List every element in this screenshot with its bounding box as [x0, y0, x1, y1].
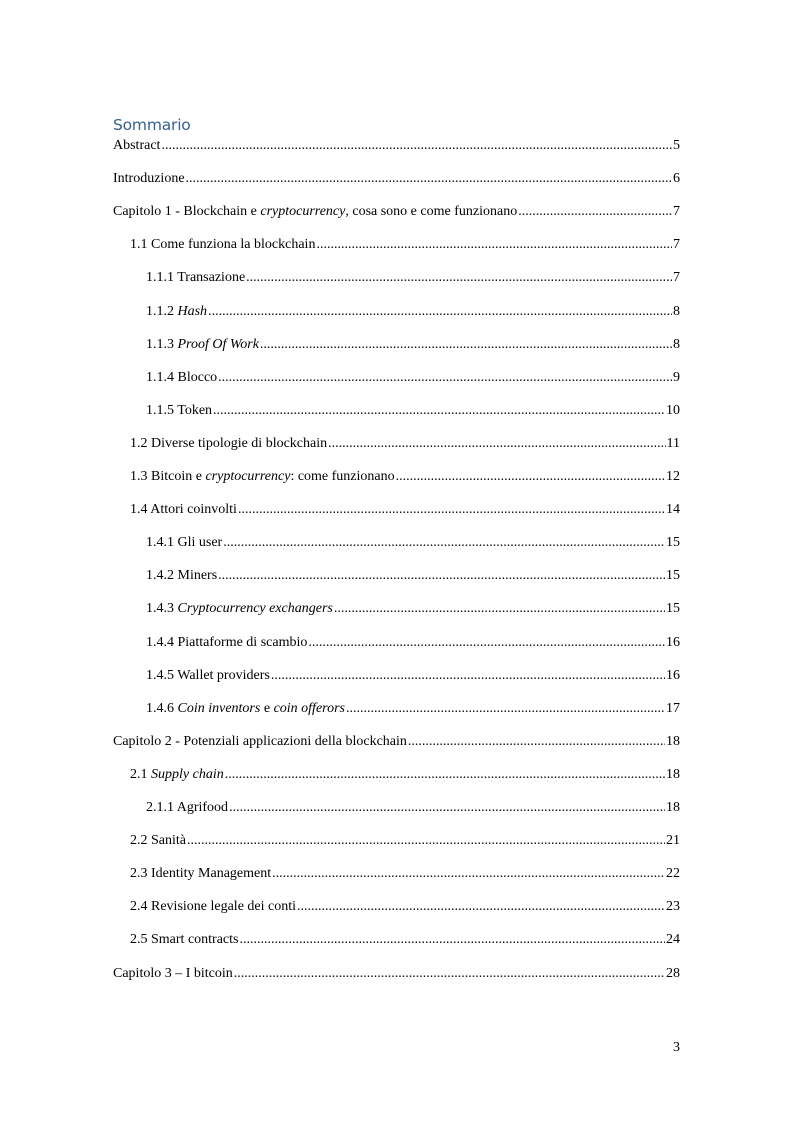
toc-entry-title-italic: Proof Of Work [177, 336, 259, 352]
toc-entry-page: 10 [666, 402, 680, 418]
toc-entry-title [130, 236, 315, 254]
toc-entry-title [146, 402, 212, 420]
toc-entry-title [146, 336, 259, 354]
toc-entry-title [146, 534, 222, 552]
toc-entry-page: 21 [666, 833, 680, 849]
toc-entry[interactable] [146, 369, 680, 387]
toc-entry-title [113, 965, 233, 983]
toc-entry-title-text: 1.4.2 Miners [146, 568, 218, 584]
toc-entry-leader-dots [218, 369, 672, 387]
toc-entry-title [130, 865, 271, 883]
toc-entry-page: 18 [666, 800, 680, 815]
toc-entry[interactable] [130, 766, 680, 784]
toc-entry-title [146, 700, 345, 718]
toc-entry-title-text: : come funzionano [290, 469, 395, 484]
toc-entry-leader-dots [271, 667, 665, 685]
toc-entry[interactable] [130, 832, 680, 850]
toc-entry-leader-dots [213, 402, 665, 420]
toc-entry-title [113, 203, 517, 221]
toc-entry-title-italic: coin offerors [273, 700, 345, 716]
toc-entry[interactable] [130, 236, 680, 254]
toc-entry-title-text: 2.4 Revisione legale dei conti [130, 899, 297, 915]
toc-entry[interactable] [146, 600, 680, 618]
toc-entry-title-italic: Hash [177, 303, 208, 319]
toc-entry[interactable] [146, 634, 680, 652]
toc-entry-leader-dots [346, 700, 665, 718]
toc-entry-leader-dots [297, 898, 665, 916]
toc-entry-leader-dots [239, 931, 665, 949]
toc-entry-leader-dots [246, 269, 672, 287]
toc-entry-title-text: 2.1 [130, 766, 151, 782]
toc-entry-title-text: 1.4.4 Piattaforme di scambio [146, 634, 308, 650]
toc-entry[interactable] [130, 898, 680, 916]
toc-entry-title [130, 931, 238, 949]
toc-entry-title-text: 2.5 Smart contracts [130, 932, 239, 948]
toc-entry-title-text: Capitolo 2 - Potenziali applicazioni della blockchain [113, 733, 407, 749]
toc-entry-leader-dots [396, 468, 665, 486]
toc-entry-title-text: 1.2 Diverse tipologie di blockchain [130, 435, 328, 451]
toc-entry[interactable] [146, 799, 680, 817]
toc-entry-title [130, 435, 327, 453]
toc-entry-title [113, 170, 185, 188]
toc-entry-title-text: 2.2 Sanità [130, 833, 186, 849]
toc-entry-page: 14 [666, 502, 680, 518]
toc-entry-leader-dots [187, 832, 665, 850]
toc-entry-page: 8 [673, 303, 680, 319]
toc-entry-leader-dots [272, 865, 665, 883]
toc-entry-page: 8 [673, 336, 680, 352]
toc-entry-title-text: 1.1.4 Blocco [146, 369, 218, 385]
toc-entry-title [146, 600, 333, 618]
toc-entry-leader-dots [260, 336, 672, 354]
toc-entry-title [113, 733, 407, 751]
toc-entry[interactable] [146, 700, 680, 718]
toc-entry[interactable] [113, 170, 680, 188]
toc-entry[interactable] [130, 468, 680, 486]
toc-entry-page: 22 [666, 866, 680, 882]
toc-heading: Sommario [113, 116, 191, 134]
toc-entry-leader-dots [186, 170, 672, 188]
toc-entry-page: 16 [666, 634, 680, 650]
toc-entry-title-text: 1.4.6 [146, 700, 178, 716]
toc-entry-title-text: Capitolo 3 – I bitcoin [113, 965, 233, 981]
toc-entry-title [130, 832, 186, 850]
toc-entry-leader-dots [234, 965, 665, 983]
toc-entry-title [146, 799, 228, 817]
toc-entry[interactable] [146, 567, 680, 585]
toc-entry-title-text: 1.1.5 Token [146, 402, 213, 418]
toc-entry-leader-dots [328, 435, 665, 453]
toc-entry-leader-dots [229, 799, 665, 817]
toc-entry[interactable] [113, 733, 680, 751]
toc-entry-page: 11 [666, 435, 680, 451]
toc-entry-title-text: 1.1.2 [146, 303, 178, 319]
toc-entry[interactable] [146, 667, 680, 685]
toc-entry[interactable] [146, 336, 680, 354]
toc-entry-title-italic: Cryptocurrency exchangers [177, 601, 333, 617]
toc-entry-title-text: 1.4.1 Gli user [146, 535, 223, 551]
toc-entry-title [146, 369, 217, 387]
toc-entry[interactable] [130, 501, 680, 519]
toc-entry-title [130, 766, 224, 784]
toc-entry-title [130, 468, 395, 486]
toc-entry[interactable] [130, 435, 680, 453]
toc-entry-title-text: 1.4.3 [146, 601, 178, 617]
toc-entry-leader-dots [223, 534, 665, 552]
toc-entry-leader-dots [225, 766, 665, 784]
toc-entry-title-text: 1.4.5 Wallet providers [146, 667, 270, 683]
toc-entry[interactable] [146, 269, 680, 287]
toc-entry-title-text: Capitolo 1 - Blockchain e [113, 204, 261, 220]
toc-entry[interactable] [146, 303, 680, 321]
toc-entry-title-text: 2.3 Identity Management [130, 866, 272, 882]
toc-entry-page: 18 [666, 733, 680, 749]
toc-entry-title [146, 567, 217, 585]
toc-entry-title-text: 1.4 Attori coinvolti [130, 502, 237, 518]
toc-entry-page: 12 [666, 469, 680, 484]
toc-entry-leader-dots [208, 303, 672, 321]
toc-entry-leader-dots [316, 236, 672, 254]
toc-entry-page: 7 [673, 237, 680, 253]
toc-entry[interactable] [113, 203, 680, 221]
toc-entry-page: 5 [673, 138, 680, 153]
page-number: 3 [673, 1040, 680, 1055]
toc-entry-title [130, 501, 237, 519]
toc-entry-page: 17 [666, 700, 680, 716]
toc-entry-page: 6 [673, 171, 680, 187]
toc-entry-leader-dots [408, 733, 665, 751]
toc-entry-page: 15 [666, 601, 680, 617]
toc-entry-page: 28 [666, 965, 680, 981]
toc-entry-page: 7 [673, 270, 680, 286]
toc-entry-title-text: Abstract [113, 138, 161, 153]
toc-entry-title-italic: cryptocurrency [260, 204, 346, 220]
toc-entry-title-text: e [260, 700, 274, 716]
toc-entry[interactable] [130, 931, 680, 949]
toc-entry[interactable] [113, 137, 680, 155]
toc-entry[interactable] [146, 534, 680, 552]
toc-entry-page: 7 [673, 204, 680, 220]
toc-entry-page: 15 [666, 568, 680, 584]
toc-entry-leader-dots [218, 567, 665, 585]
toc-entry-leader-dots [161, 137, 672, 155]
toc-entry-title-text: 2.1.1 Agrifood [146, 800, 229, 815]
toc-entry-title-italic: Coin inventors [177, 700, 261, 716]
toc-entry-leader-dots [518, 203, 672, 221]
toc-entry-page: 23 [666, 899, 680, 915]
toc-entry-page: 24 [666, 932, 680, 948]
toc-entry-page: 9 [673, 369, 680, 385]
toc-entry-leader-dots [238, 501, 665, 519]
toc-entry[interactable] [113, 965, 680, 983]
toc-entry-title [146, 303, 207, 321]
toc-entry-title-italic: Supply chain [151, 766, 224, 782]
toc-entry-leader-dots [308, 634, 665, 652]
toc-entry-page: 15 [666, 535, 680, 551]
toc-entry-title-text: 1.1.1 Transazione [146, 270, 246, 286]
toc-entry-title-text: 1.3 Bitcoin e [130, 469, 206, 484]
toc-entry[interactable] [146, 402, 680, 420]
toc-entry-leader-dots [334, 600, 665, 618]
toc-entry[interactable] [130, 865, 680, 883]
toc-entry-title-text: Introduzione [113, 171, 185, 187]
toc-entry-title-text: 1.1.3 [146, 336, 178, 352]
toc-entry-title-text: , cosa sono e come funzionano [345, 204, 518, 220]
toc-entry-title-italic: cryptocurrency [205, 469, 291, 484]
toc-entry-title [113, 137, 160, 155]
toc-entry-title [146, 269, 245, 287]
toc-entry-title-text: 1.1 Come funziona la blockchain [130, 237, 316, 253]
toc-entry-page: 16 [666, 667, 680, 683]
toc-entry-title [130, 898, 296, 916]
toc-entry-title [146, 667, 270, 685]
toc-entry-page: 18 [666, 766, 680, 782]
toc-entry-title [146, 634, 307, 652]
